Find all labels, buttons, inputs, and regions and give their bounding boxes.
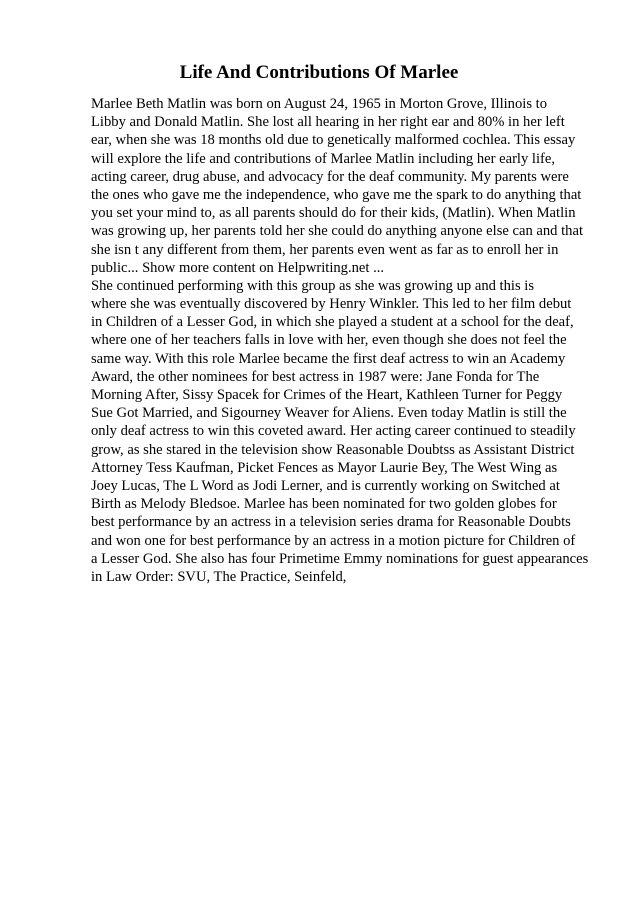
body-line: where one of her teachers falls in love with her, even though she does not feel the [91, 332, 567, 349]
body-line: acting career, drug abuse, and advocacy for the deaf community. My parents were [91, 168, 569, 185]
body-line: best performance by an actress in a television series drama for Reasonable Doubts [91, 514, 571, 531]
body-line: Morning After, Sissy Spacek for Crimes of the Heart, Kathleen Turner for Peggy [91, 387, 563, 403]
body-line: grow, as she stared in the television show Reasonable Doubtss as Assistant District [91, 441, 575, 458]
body-line: a Lesser God. She also has four Primetime Emmy nominations for guest appearances [91, 550, 589, 567]
body-line: will explore the life and contributions of Marlee Matlin including her early life, [91, 150, 556, 167]
body-line: ear, when she was 18 months old due to genetically malformed cochlea. This essay [91, 132, 576, 149]
body-line: Attorney Tess Kaufman, Picket Fences as Mayor Laurie Bey, The West Wing as [91, 459, 558, 476]
body-line: where she was eventually discovered by Henry Winkler. This led to her film debut [91, 296, 572, 313]
show-more-link-line[interactable]: public... Show more content on Helpwriting.net ... [91, 259, 385, 276]
document-body [91, 95, 601, 586]
body-line: Marlee Beth Matlin was born on August 24, 1965 in Morton Grove, Illinois to [91, 96, 548, 112]
body-line: Birth as Melody Bledsoe. Marlee has been nominated for two golden globes for [91, 496, 557, 513]
body-line: She continued performing with this group as she was growing up and this is [91, 277, 535, 294]
body-line: only deaf actress to win this coveted award. Her acting career continued to steadily [91, 423, 576, 440]
body-line: in Children of a Lesser God, in which she played a student at a school for the deaf, [91, 314, 574, 331]
body-line: Libby and Donald Matlin. She lost all hearing in her right ear and 80% in her left [91, 114, 565, 131]
document-title: Life And Contributions Of Marlee [179, 62, 459, 83]
body-line: she isn t any different from them, her parents even went as far as to enroll her in [91, 241, 559, 258]
body-line: Joey Lucas, The L Word as Jodi Lerner, and is currently working on Switched at [91, 477, 560, 494]
body-line: Sue Got Married, and Sigourney Weaver for Aliens. Even today Matlin is still the [91, 405, 567, 422]
body-line: you set your mind to, as all parents should do for their kids, (Matlin). When Matlin [91, 205, 576, 222]
body-line: the ones who gave me the independence, who gave me the spark to do anything that [91, 186, 582, 203]
body-line: Award, the other nominees for best actress in 1987 were: Jane Fonda for The [91, 368, 540, 385]
body-line: was growing up, her parents told her she could do anything anyone else can and that [91, 223, 583, 240]
body-line: in Law Order: SVU, The Practice, Seinfeld, [91, 568, 347, 585]
body-line: and won one for best performance by an actress in a motion picture for Children of [91, 532, 576, 549]
body-line: same way. With this role Marlee became the first deaf actress to win an Academy [91, 350, 566, 367]
